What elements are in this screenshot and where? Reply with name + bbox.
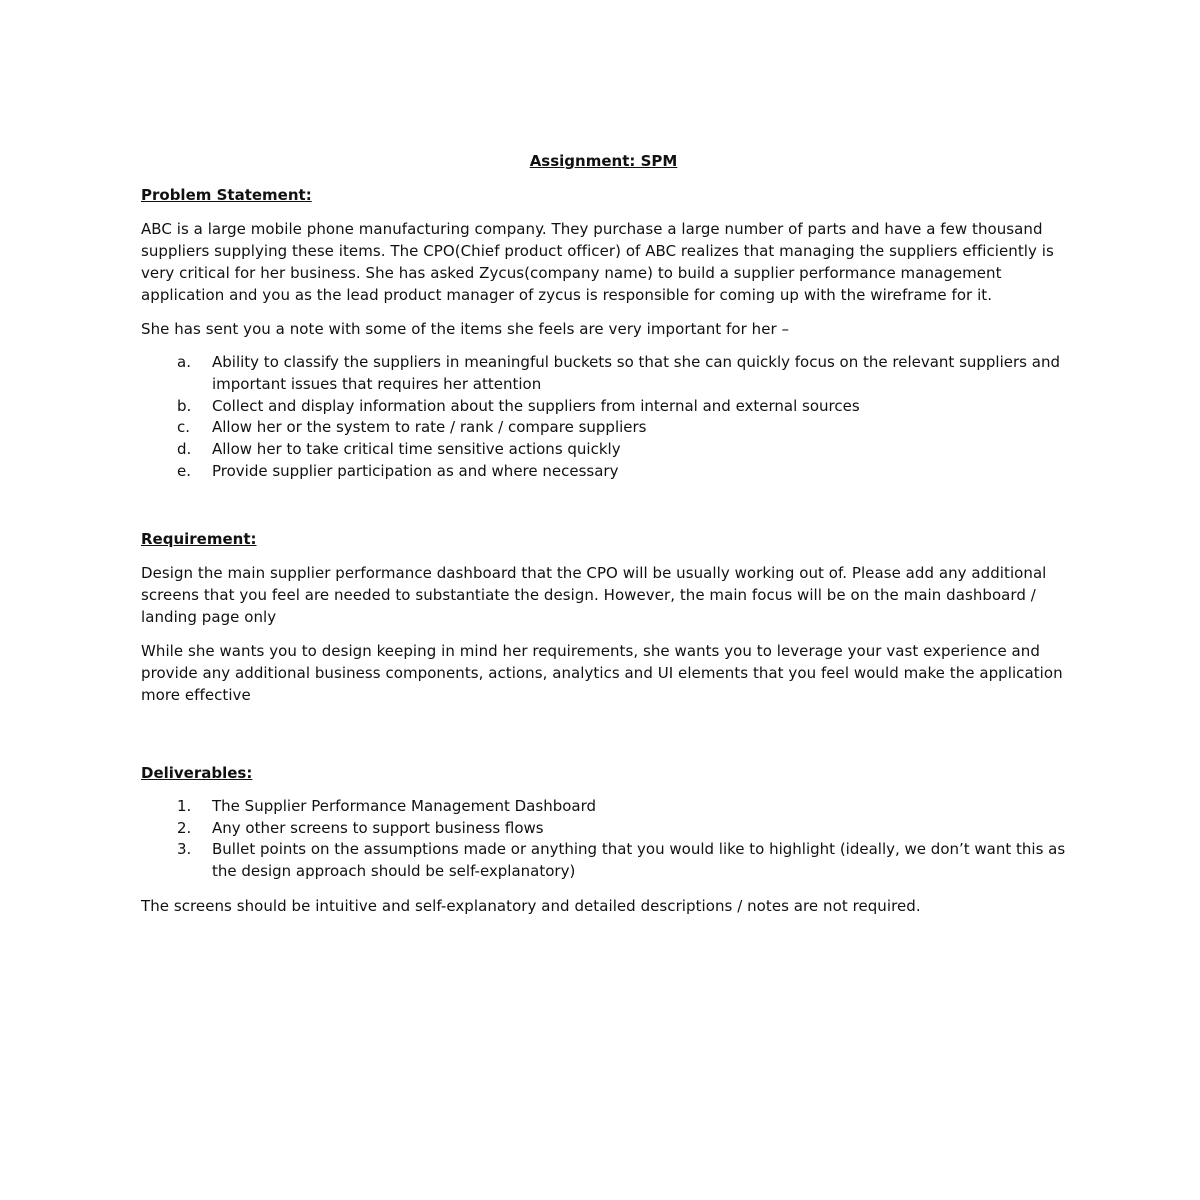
requirements-list — [141, 352, 1066, 483]
list-marker: a. — [177, 353, 191, 371]
problem-statement-heading: Problem Statement: — [141, 186, 312, 204]
list-marker: 3. — [177, 840, 192, 859]
document-title: Assignment: SPM — [529, 152, 678, 170]
list-item-text: Provide supplier participation as and where necessary — [212, 461, 619, 480]
problem-statement-paragraph: ABC is a large mobile phone manufacturing company. They purchase a large number of parts and have a few thousand suppliers supplying these items. The CPO(Chief product officer) of ABC realizes that managing the suppliers efficiently is very critical for her business. She has asked Zycus(company name) to build a supplier performance management application and you as the lead product manager of zycus is responsible for coming up with the wireframe for it. — [141, 220, 1054, 304]
list-marker: b. — [177, 396, 192, 415]
list-item — [141, 352, 1066, 396]
note-intro-paragraph: She has sent you a note with some of the items she feels are very important for her – — [141, 320, 790, 338]
requirement-paragraph-1: Design the main supplier performance dashboard that the CPO will be usually working out of. Please add any additional screens that you feel are needed to substantiate the design. However, the main focus will be on the main dashboard / landing page only — [141, 563, 1047, 626]
list-marker: e. — [177, 461, 191, 480]
list-item-text: Bullet points on the assumptions made or anything that you would like to highlight (ideally, we don’t want this as the design approach should be self-explanatory) — [212, 840, 1066, 881]
list-item-text: The Supplier Performance Management Dashboard — [212, 796, 597, 815]
list-item-text: Allow her or the system to rate / rank / compare suppliers — [212, 418, 647, 437]
list-item-text: Ability to classify the suppliers in meaningful buckets so that she can quickly focus on the relevant suppliers and important issues that requires her attention — [212, 353, 1060, 393]
list-item — [141, 461, 1066, 483]
section-spacer — [141, 483, 1066, 528]
list-item — [141, 439, 1066, 461]
section-spacer — [141, 883, 1066, 895]
list-item-text: Allow her to take critical time sensitive actions quickly — [212, 440, 621, 459]
section-spacer — [141, 718, 1066, 762]
document-page — [141, 150, 1066, 929]
list-marker: d. — [177, 440, 192, 459]
requirement-heading: Requirement: — [141, 529, 257, 548]
list-item — [141, 417, 1066, 439]
deliverables-list — [141, 796, 1066, 883]
list-item — [141, 396, 1066, 418]
list-item-text: Any other screens to support business flows — [212, 818, 544, 837]
list-marker: c. — [177, 418, 191, 437]
deliverables-heading: Deliverables: — [141, 763, 253, 782]
list-item — [141, 796, 1066, 818]
closing-paragraph: The screens should be intuitive and self-explanatory and detailed descriptions / notes are not required. — [141, 896, 921, 915]
list-marker: 2. — [177, 818, 192, 837]
list-item-text: Collect and display information about the suppliers from internal and external sources — [212, 396, 860, 415]
list-item — [141, 818, 1066, 840]
list-item — [141, 839, 1066, 883]
list-marker: 1. — [177, 796, 192, 815]
requirement-paragraph-2: While she wants you to design keeping in mind her requirements, she wants you to leverage your vast experience and provide any additional business components, actions, analytics and UI elements that you feel would make the application more effective — [141, 641, 1063, 704]
